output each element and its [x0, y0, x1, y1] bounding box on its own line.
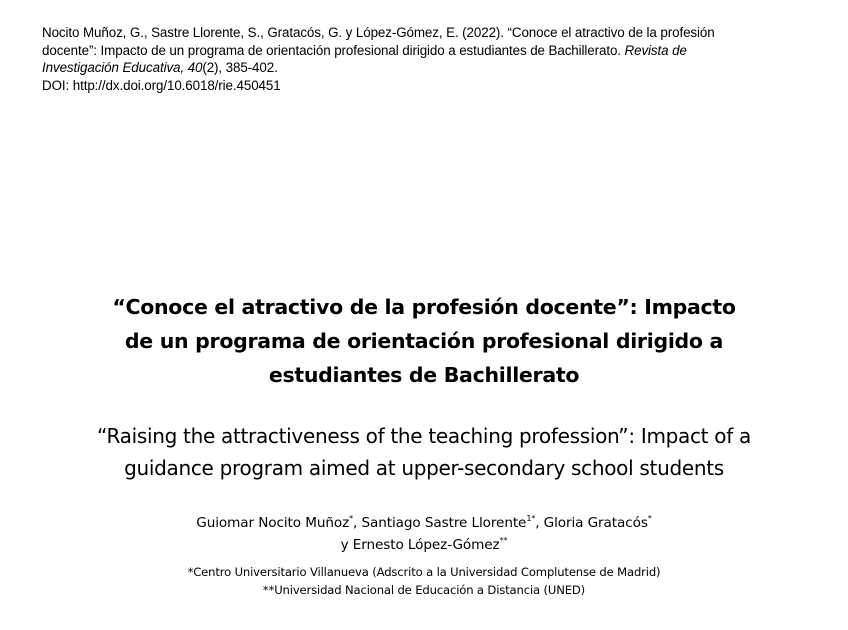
english-title [20, 420, 828, 484]
author-list [60, 512, 788, 556]
affiliation-2: **Universidad Nacional de Educación a Distancia (UNED) [262, 583, 586, 597]
author-line-2 [60, 534, 788, 556]
spanish-title-line-2: de un programa de orientación profesional dirigido a [124, 329, 724, 353]
citation-block [42, 24, 772, 94]
journal-name: Revista de [624, 42, 687, 58]
citation-line-1: Nocito Muñoz, G., Sastre Llorente, S., Gratacós, G. y López-Gómez, E. (2022). “Conoce el atractivo de la profesión [42, 25, 715, 40]
citation-line-2 [42, 42, 772, 60]
journal-name-cont: Investigación Educativa, [42, 60, 185, 76]
author-name: Ernesto López-Gómez [352, 537, 500, 553]
affiliation-1: *Centro Universitario Villanueva (Adscrito a la Universidad Complutense de Madrid) [187, 565, 661, 579]
journal-volume: 40 [187, 60, 203, 76]
author-conjunction: y [340, 537, 353, 553]
author-separator: , [535, 515, 544, 531]
citation-doi: DOI: http://dx.doi.org/10.6018/rie.450451 [42, 77, 281, 93]
citation-text: docente”: Impacto de un programa de orientación profesional dirigido a estudiantes de Bachillerato. [42, 42, 625, 58]
author-separator: , [353, 515, 362, 531]
spanish-title-line-3: estudiantes de Bachillerato [268, 363, 580, 387]
affiliation-mark: * [349, 514, 354, 523]
spanish-title [30, 290, 818, 392]
author-name: Gloria Gratacós [543, 515, 648, 531]
citation-line-3 [42, 59, 772, 77]
english-title-line-2: guidance program aimed at upper-secondary school students [124, 456, 724, 480]
spanish-title-line-1: “Conoce el atractivo de la profesión docente”: Impacto [112, 295, 736, 319]
citation-issue-pages: (2), 385-402. [202, 60, 278, 76]
author-line-1 [60, 512, 788, 534]
author-name: Guiomar Nocito Muñoz [196, 515, 350, 531]
affiliation-mark: * [647, 514, 652, 523]
author-name: Santiago Sastre Llorente [361, 515, 527, 531]
affiliation-mark: 1* [526, 514, 536, 523]
english-title-line-1: “Raising the attractiveness of the teaching profession”: Impact of a [97, 424, 751, 448]
affiliation-mark: ** [499, 536, 508, 545]
affiliations [60, 563, 788, 599]
